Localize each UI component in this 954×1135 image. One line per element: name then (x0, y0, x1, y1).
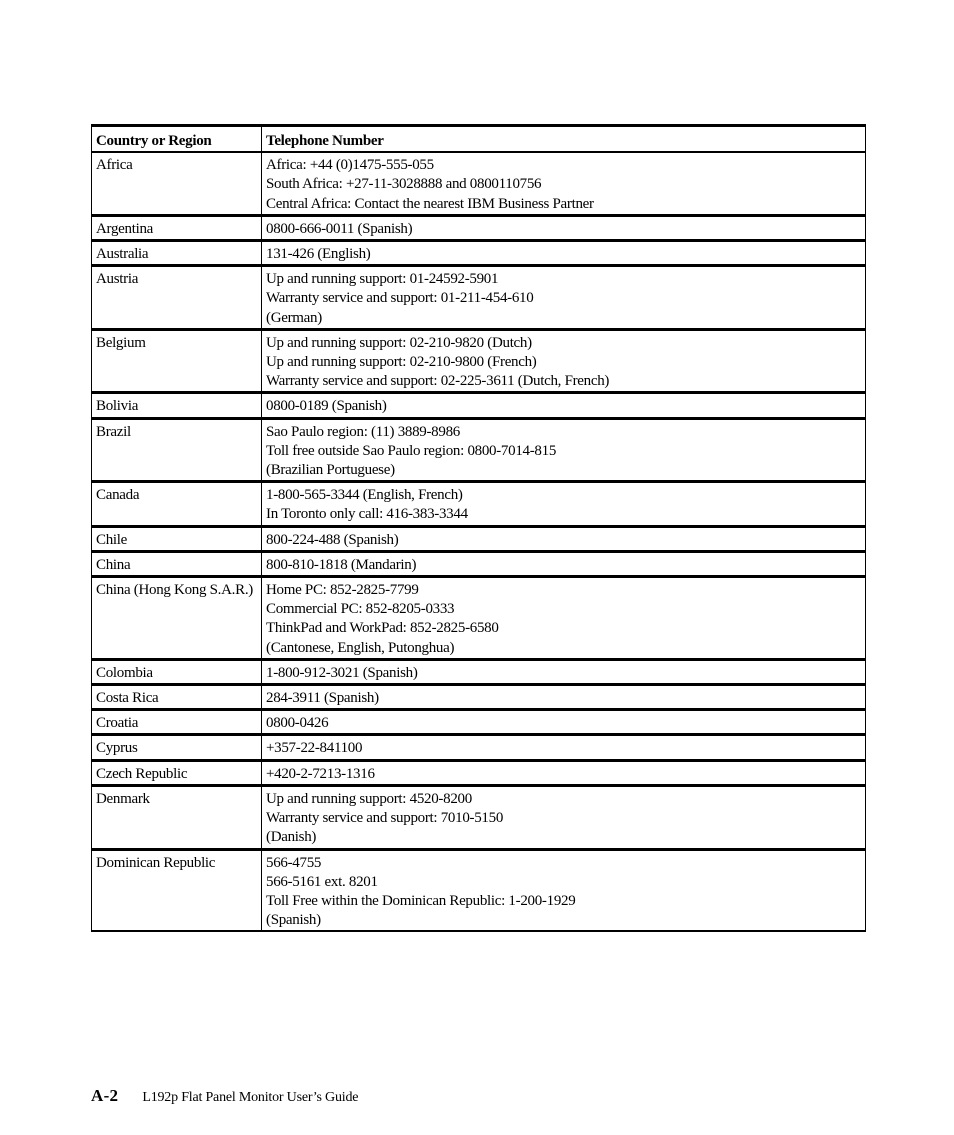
telephone-line: 284-3911 (Spanish) (266, 690, 379, 707)
country-cell: Bolivia (92, 393, 262, 418)
page-footer (91, 1086, 358, 1106)
country-cell: Austria (92, 266, 262, 330)
telephone-line: Central Africa: Contact the nearest IBM Business Partner (266, 195, 594, 212)
country-cell: Dominican Republic (92, 849, 262, 931)
phone-support-table (91, 124, 866, 932)
telephone-line: In Toronto only call: 416-383-3344 (266, 506, 468, 523)
country-cell: Africa (92, 152, 262, 215)
country-cell: Brazil (92, 418, 262, 482)
telephone-cell (262, 215, 866, 240)
table-row (92, 329, 866, 393)
telephone-line: ThinkPad and WorkPad: 852-2825-6580 (266, 620, 499, 637)
page-number: A-2 (91, 1086, 119, 1105)
header-telephone: Telephone Number (262, 126, 866, 153)
telephone-line: 1-800-565-3344 (English, French) (266, 487, 463, 504)
table-row (92, 685, 866, 710)
country-cell: Cyprus (92, 735, 262, 760)
telephone-line: Sao Paulo region: (11) 3889-8986 (266, 423, 460, 440)
telephone-line: 1-800-912-3021 (Spanish) (266, 664, 418, 681)
telephone-cell (262, 418, 866, 482)
telephone-line: (German) (266, 309, 322, 326)
table-row (92, 152, 866, 215)
telephone-line: Warranty service and support: 01-211-454-610 (266, 290, 534, 307)
telephone-line: 566-4755 (266, 854, 322, 871)
table-row (92, 551, 866, 576)
telephone-cell (262, 393, 866, 418)
telephone-line: +357-22-841100 (266, 740, 363, 757)
telephone-cell (262, 849, 866, 931)
country-cell: Belgium (92, 329, 262, 393)
telephone-line: Up and running support: 4520-8200 (266, 790, 472, 807)
telephone-line: Home PC: 852-2825-7799 (266, 582, 419, 599)
table-row (92, 482, 866, 526)
telephone-line: 131-426 (English) (266, 246, 371, 263)
country-cell: Czech Republic (92, 760, 262, 785)
header-country: Country or Region (92, 126, 262, 153)
document-title: L192p Flat Panel Monitor User’s Guide (142, 1090, 359, 1105)
telephone-cell (262, 785, 866, 849)
country-cell: Chile (92, 526, 262, 551)
table-row (92, 849, 866, 931)
country-cell: China (92, 551, 262, 576)
table-header-row (92, 126, 866, 153)
telephone-cell (262, 685, 866, 710)
country-cell: Australia (92, 241, 262, 266)
telephone-cell (262, 577, 866, 660)
telephone-line: 0800-0426 (266, 715, 329, 732)
telephone-line: +420-2-7213-1316 (266, 765, 375, 782)
telephone-line: Africa: +44 (0)1475-555-055 (266, 157, 434, 174)
telephone-line: 0800-0189 (Spanish) (266, 398, 387, 415)
telephone-cell (262, 659, 866, 684)
telephone-line: 0800-666-0011 (Spanish) (266, 220, 413, 237)
telephone-cell (262, 735, 866, 760)
telephone-cell (262, 266, 866, 330)
table-row (92, 393, 866, 418)
country-cell: Costa Rica (92, 685, 262, 710)
telephone-cell (262, 551, 866, 576)
country-cell: Argentina (92, 215, 262, 240)
telephone-line: 566-5161 ext. 8201 (266, 873, 378, 890)
table-row (92, 241, 866, 266)
telephone-line: Warranty service and support: 7010-5150 (266, 810, 504, 827)
table-row (92, 659, 866, 684)
telephone-line: (Spanish) (266, 912, 321, 929)
telephone-line: 800-810-1818 (Mandarin) (266, 556, 417, 573)
telephone-line: South Africa: +27-11-3028888 and 0800110756 (266, 176, 542, 193)
country-cell: Denmark (92, 785, 262, 849)
telephone-line: (Danish) (266, 829, 317, 846)
table-row (92, 577, 866, 660)
table-row (92, 215, 866, 240)
telephone-cell (262, 482, 866, 526)
telephone-cell (262, 760, 866, 785)
telephone-cell (262, 329, 866, 393)
telephone-line: Commercial PC: 852-8205-0333 (266, 601, 455, 618)
table-body (92, 152, 866, 931)
telephone-line: (Cantonese, English, Putonghua) (266, 639, 455, 656)
telephone-cell (262, 152, 866, 215)
telephone-line: Toll free outside Sao Paulo region: 0800-7014-815 (266, 442, 557, 459)
telephone-line: Up and running support: 01-24592-5901 (266, 271, 499, 288)
table-row (92, 785, 866, 849)
telephone-line: Up and running support: 02-210-9800 (French) (266, 354, 537, 371)
table-row (92, 760, 866, 785)
country-cell: Croatia (92, 710, 262, 735)
telephone-cell (262, 710, 866, 735)
telephone-line: (Brazilian Portuguese) (266, 462, 395, 479)
telephone-cell (262, 241, 866, 266)
telephone-line: Warranty service and support: 02-225-3611 (Dutch, French) (266, 373, 610, 390)
country-cell: China (Hong Kong S.A.R.) (92, 577, 262, 660)
country-cell: Colombia (92, 659, 262, 684)
table-header (92, 126, 866, 153)
telephone-line: Up and running support: 02-210-9820 (Dutch) (266, 334, 532, 351)
telephone-line: Toll Free within the Dominican Republic: 1-200-1929 (266, 892, 576, 909)
table-row (92, 735, 866, 760)
table-row (92, 418, 866, 482)
table-row (92, 710, 866, 735)
table-row (92, 266, 866, 330)
table-row (92, 526, 866, 551)
telephone-cell (262, 526, 866, 551)
country-cell: Canada (92, 482, 262, 526)
telephone-line: 800-224-488 (Spanish) (266, 531, 399, 548)
